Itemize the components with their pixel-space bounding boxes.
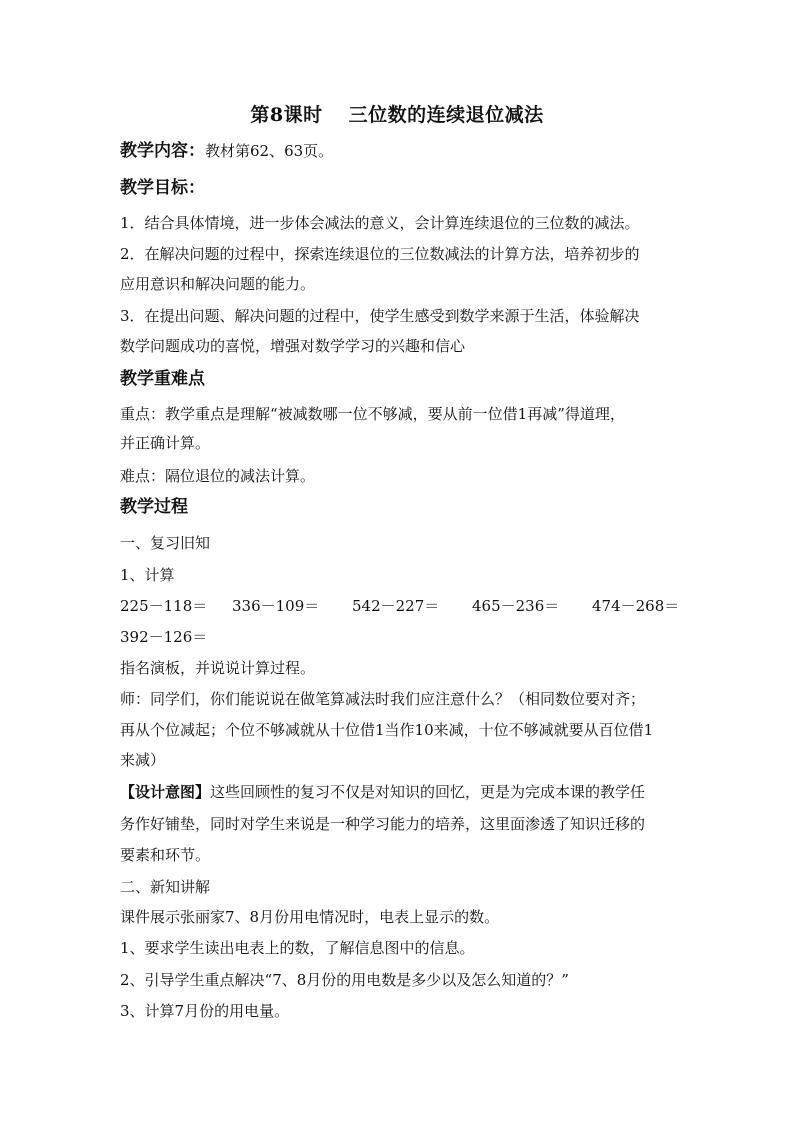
step-2: 2、引导学生重点解决“7、8月份的用电数是多少以及怎么知道的？” bbox=[120, 971, 569, 989]
design-intent-line-1 bbox=[120, 782, 645, 802]
demo-instruction: 指名演板，并说说计算过程。 bbox=[120, 659, 316, 677]
step-1: 1、要求学生读出电表上的数，了解信息图中的信息。 bbox=[120, 939, 475, 957]
lesson-topic: 三位数的连续退位减法 bbox=[348, 104, 544, 126]
step-3: 3、计算7月份的用电量。 bbox=[120, 1002, 290, 1020]
teaching-content bbox=[120, 141, 333, 161]
calc-item: 392－126＝ bbox=[120, 628, 208, 646]
key-points-heading: 教学重难点 bbox=[120, 369, 205, 389]
calc-row-2 bbox=[120, 627, 720, 647]
section-review: 一、复习旧知 bbox=[120, 534, 211, 552]
goal-3-line-1: 3．在提出问题、解决问题的过程中，使学生感受到数学来源于生活，体验解决 bbox=[120, 307, 640, 325]
difficulty-point: 难点：隔位退位的减法计算。 bbox=[120, 467, 316, 485]
teacher-question-line-2: 再从个位减起；个位不够减就从十位借1当作10来减，十位不够减就要从百位借1 bbox=[120, 721, 654, 739]
calc-item: 542－227＝ bbox=[352, 597, 440, 615]
section-new-knowledge: 二、新知讲解 bbox=[120, 878, 211, 896]
teaching-content-value: 教材第62、63页。 bbox=[205, 142, 334, 160]
goal-3-line-2: 数学问题成功的喜悦，增强对数学学习的兴趣和信心 bbox=[120, 337, 466, 355]
lesson-title bbox=[0, 100, 794, 127]
calc-item: 474－268＝ bbox=[592, 597, 680, 615]
calc-item: 336－109＝ bbox=[232, 597, 320, 615]
teacher-question-line-3: 来减） bbox=[120, 751, 166, 769]
calc-row-1 bbox=[120, 596, 720, 616]
design-intent-text: 这些回顾性的复习不仅是对知识的回忆，更是为完成本课的教学任 bbox=[210, 783, 646, 801]
calc-item: 465－236＝ bbox=[472, 597, 560, 615]
lesson-number: 第8课时 bbox=[250, 104, 323, 126]
goal-2-line-2: 应用意识和解决问题的能力。 bbox=[120, 275, 316, 293]
design-intent-line-3: 要素和环节。 bbox=[120, 846, 211, 864]
key-point-line-1: 重点：教学重点是理解“被减数哪一位不够减，要从前一位借1再减”得道理， bbox=[120, 405, 625, 423]
goal-1: 1．结合具体情境，进一步体会减法的意义，会计算连续退位的三位数的减法。 bbox=[120, 214, 640, 232]
design-intent-line-2: 务作好铺垫，同时对学生来说是一种学习能力的培养，这里面渗透了知识迁移的 bbox=[120, 815, 646, 833]
goal-2-line-1: 2．在解决问题的过程中，探索连续退位的三位数减法的计算方法，培养初步的 bbox=[120, 245, 640, 263]
courseware-note: 课件展示张丽家7、8月份用电情况时，电表上显示的数。 bbox=[120, 908, 500, 926]
sub-calculate: 1、计算 bbox=[120, 566, 175, 584]
teaching-content-label: 教学内容： bbox=[120, 141, 205, 161]
goals-heading: 教学目标： bbox=[120, 178, 205, 198]
teacher-question-line-1: 师：同学们，你们能说说在做笔算减法时我们应注意什么？（相同数位要对齐； bbox=[120, 690, 646, 708]
process-heading: 教学过程 bbox=[120, 497, 188, 517]
key-point-line-2: 并正确计算。 bbox=[120, 434, 211, 452]
design-intent-label: 【设计意图】 bbox=[120, 783, 211, 801]
calc-item: 225－118＝ bbox=[120, 597, 208, 615]
